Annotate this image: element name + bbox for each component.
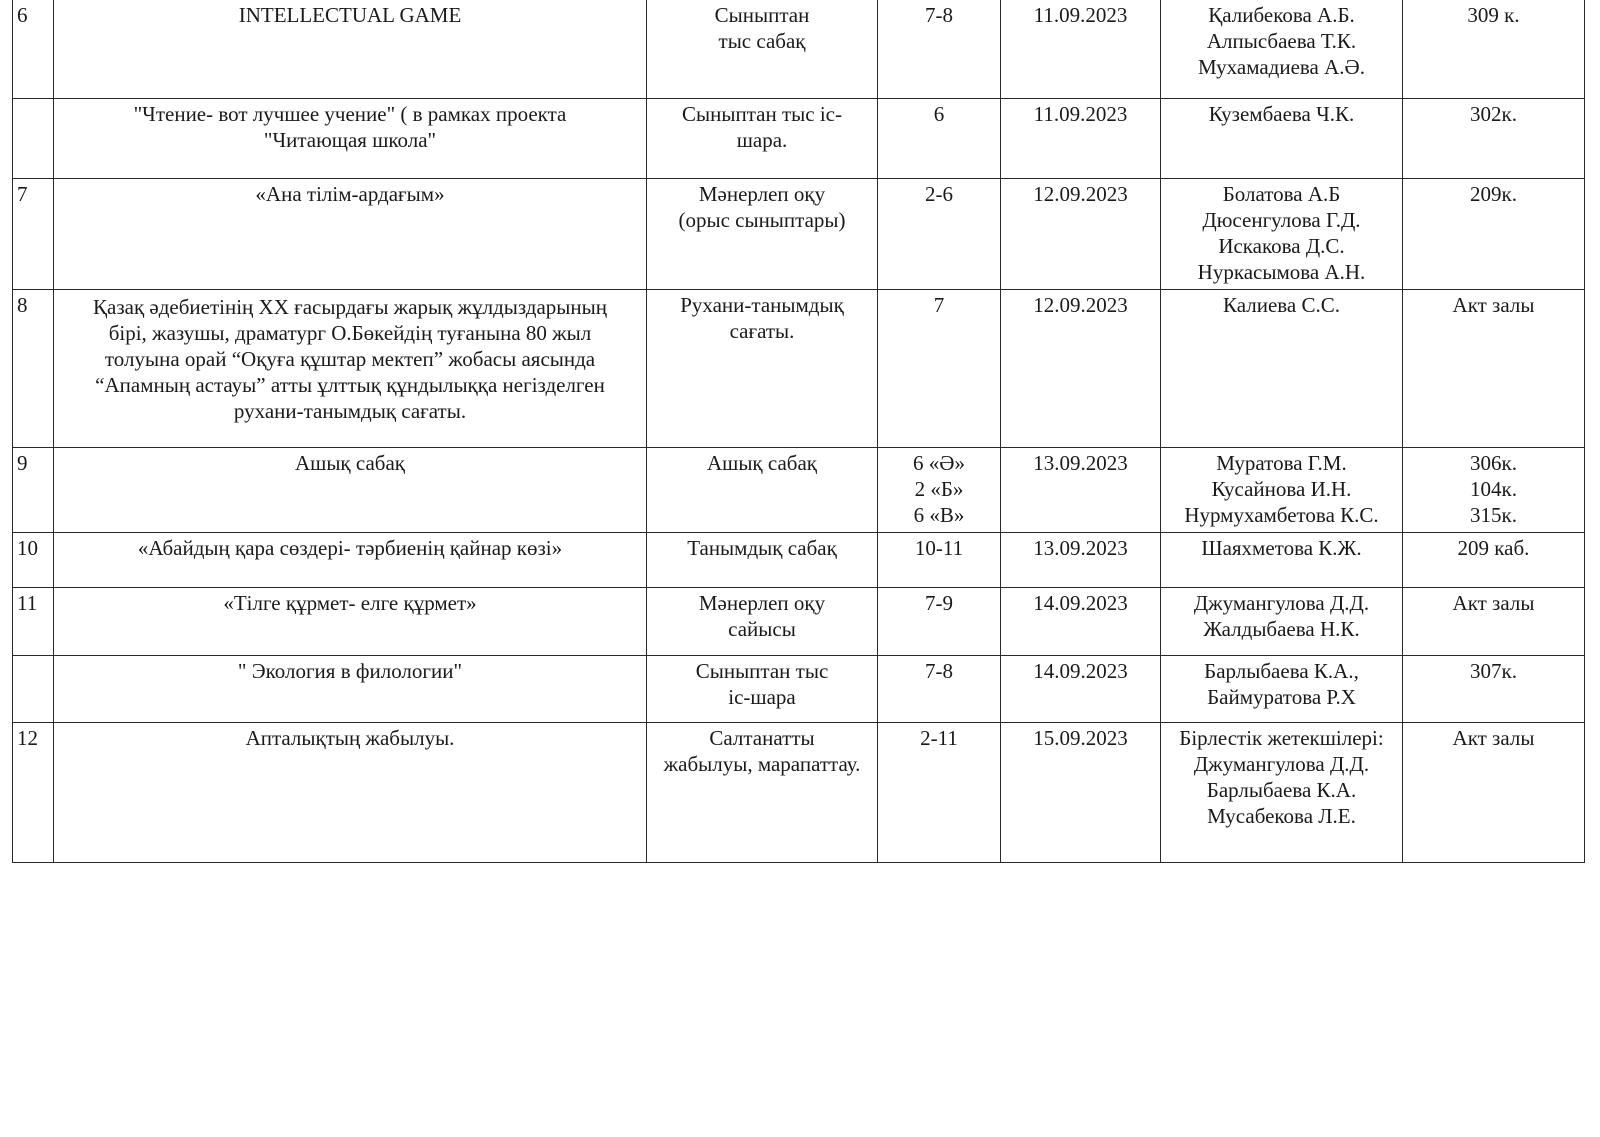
row-number: 8	[13, 289, 54, 447]
events-table	[12, 0, 1585, 863]
responsible-teachers: Джумангулова Д.Д. Жалдыбаева Н.К.	[1161, 587, 1403, 655]
grade: 6 «Ә» 2 «Б» 6 «В»	[878, 447, 1001, 532]
event-type: Рухани-танымдық сағаты.	[647, 289, 878, 447]
room: 302к.	[1403, 98, 1585, 178]
row-number: 12	[13, 722, 54, 862]
responsible-teachers: Бірлестік жетекшілері: Джумангулова Д.Д. Барлыбаева К.А. Мусабекова Л.Е.	[1161, 722, 1403, 862]
responsible-teachers: Барлыбаева К.А., Баймуратова Р.Х	[1161, 655, 1403, 722]
responsible-teachers: Қалибекова А.Б. Алпысбаева Т.К. Мухамадиева А.Ә.	[1161, 0, 1403, 98]
event-name: Ашық сабақ	[54, 447, 647, 532]
event-name: Апталықтың жабылуы.	[54, 722, 647, 862]
event-date: 11.09.2023	[1001, 98, 1161, 178]
row-number: 11	[13, 587, 54, 655]
event-type: Сыныптан тыс іс-шара	[647, 655, 878, 722]
event-date: 13.09.2023	[1001, 447, 1161, 532]
responsible-teachers: Кузембаева Ч.К.	[1161, 98, 1403, 178]
row-number	[13, 655, 54, 722]
event-date: 15.09.2023	[1001, 722, 1161, 862]
event-date: 14.09.2023	[1001, 655, 1161, 722]
room: Акт залы	[1403, 587, 1585, 655]
event-name: INTELLECTUAL GAME	[54, 0, 647, 98]
event-name: " Экология в филологии"	[54, 655, 647, 722]
responsible-teachers: Болатова А.Б Дюсенгулова Г.Д. Искакова Д.С. Нуркасымова А.Н.	[1161, 178, 1403, 289]
row-number: 6	[13, 0, 54, 98]
responsible-teachers: Шаяхметова К.Ж.	[1161, 532, 1403, 587]
room: Акт залы	[1403, 722, 1585, 862]
event-date: 12.09.2023	[1001, 178, 1161, 289]
event-type: Салтанатты жабылуы, марапаттау.	[647, 722, 878, 862]
room: 209к.	[1403, 178, 1585, 289]
row-number: 9	[13, 447, 54, 532]
table-row	[13, 587, 1585, 655]
grade: 2-11	[878, 722, 1001, 862]
table-row	[13, 447, 1585, 532]
table-row	[13, 98, 1585, 178]
row-number: 10	[13, 532, 54, 587]
event-type: Мәнерлеп оқу сайысы	[647, 587, 878, 655]
event-name: «Абайдың қара сөздері- тәрбиенің қайнар көзі»	[54, 532, 647, 587]
event-type: Сыныптан тыс іс- шара.	[647, 98, 878, 178]
grade: 7-8	[878, 655, 1001, 722]
event-name: «Тілге құрмет- елге құрмет»	[54, 587, 647, 655]
responsible-teachers: Калиева С.С.	[1161, 289, 1403, 447]
schedule-sheet	[12, 0, 1584, 863]
grade: 7-8	[878, 0, 1001, 98]
table-row	[13, 722, 1585, 862]
event-type: Танымдық сабақ	[647, 532, 878, 587]
event-date: 14.09.2023	[1001, 587, 1161, 655]
grade: 2-6	[878, 178, 1001, 289]
room: 209 каб.	[1403, 532, 1585, 587]
event-name: «Ана тілім-ардағым»	[54, 178, 647, 289]
event-name: Қазақ әдебиетінің XX ғасырдағы жарық жұлдыздарының бірі, жазушы, драматург О.Бөкейдің туғанына 80 жыл толуына орай “Оқуға құштар мектеп” жобасы аясында “Апамның астауы” атты ұлттық құндылыққа негізделген рухани-танымдық сағаты.	[54, 289, 647, 447]
events-table-body	[13, 0, 1585, 862]
grade: 7-9	[878, 587, 1001, 655]
table-row	[13, 655, 1585, 722]
table-row	[13, 0, 1585, 98]
room: Акт залы	[1403, 289, 1585, 447]
room: 307к.	[1403, 655, 1585, 722]
room: 306к. 104к. 315к.	[1403, 447, 1585, 532]
responsible-teachers: Муратова Г.М. Кусайнова И.Н. Нурмухамбетова К.С.	[1161, 447, 1403, 532]
event-date: 13.09.2023	[1001, 532, 1161, 587]
table-row	[13, 289, 1585, 447]
table-row	[13, 178, 1585, 289]
event-type: Сыныптан тыс сабақ	[647, 0, 878, 98]
grade: 6	[878, 98, 1001, 178]
grade: 10-11	[878, 532, 1001, 587]
event-name: "Чтение- вот лучшее учение" ( в рамках проекта "Читающая школа"	[54, 98, 647, 178]
event-date: 11.09.2023	[1001, 0, 1161, 98]
table-row	[13, 532, 1585, 587]
row-number	[13, 98, 54, 178]
event-type: Ашық сабақ	[647, 447, 878, 532]
row-number: 7	[13, 178, 54, 289]
event-date: 12.09.2023	[1001, 289, 1161, 447]
grade: 7	[878, 289, 1001, 447]
room: 309 к.	[1403, 0, 1585, 98]
event-type: Мәнерлеп оқу (орыс сыныптары)	[647, 178, 878, 289]
